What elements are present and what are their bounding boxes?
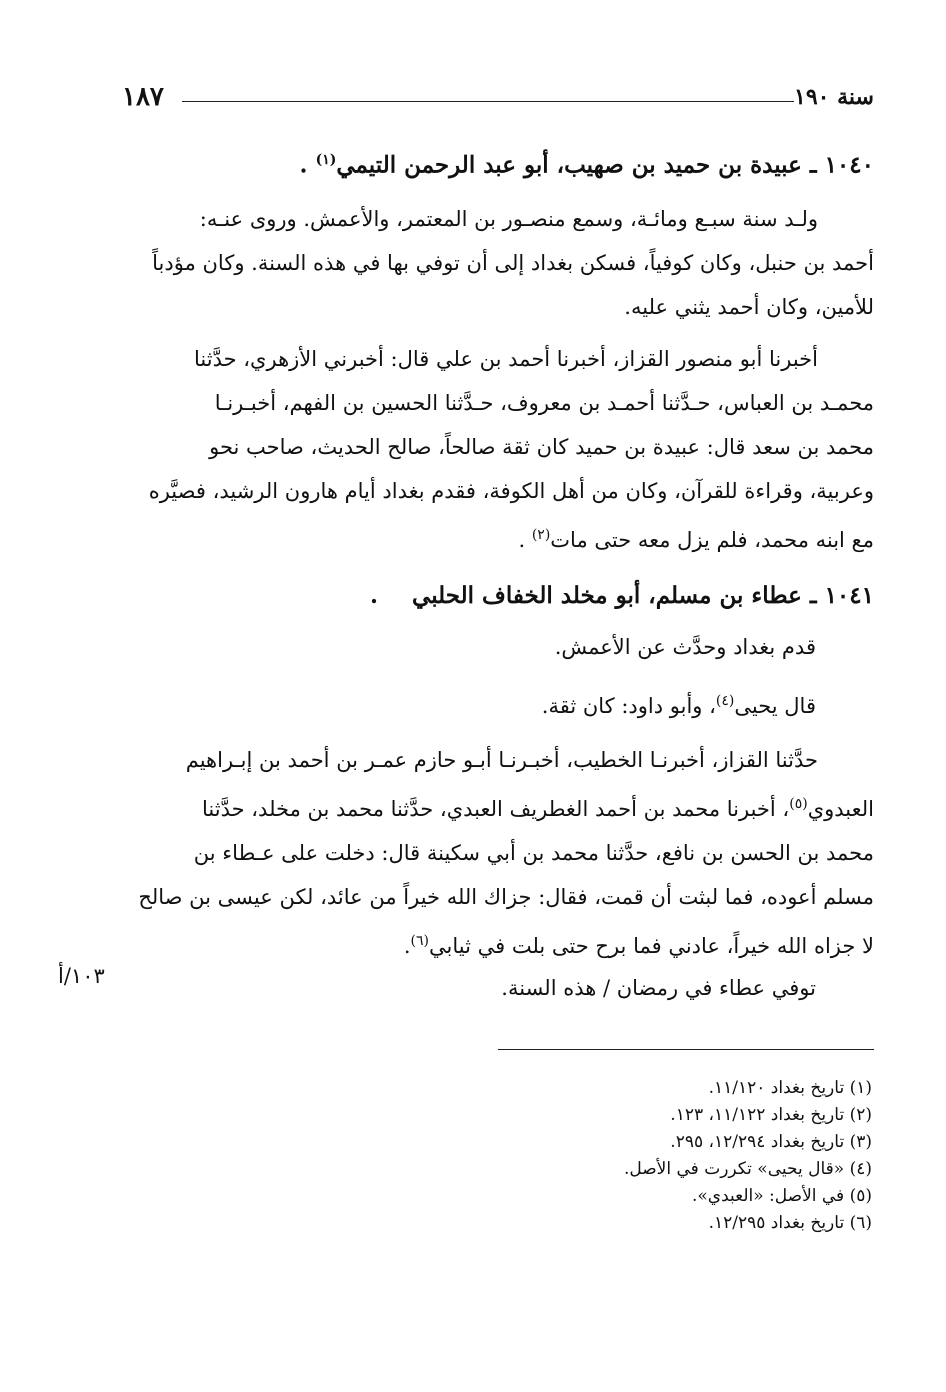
header-year: سنة ١٩٠ [794,84,874,110]
footnote: (٢) تاريخ بغداد ١١/١٢٢، ١٢٣. [670,1105,872,1125]
text-fragment: العبدوي [807,797,874,821]
entry-heading-text: ١٠٤٠ ـ عبيدة بن حميد بن صهيب، أبو عبد الرحمن التيمي [336,151,874,179]
text-line: محمـد بن العباس، حـدَّثنا أحمـد بن معروف، حـدَّثنا الحسين بن الفهم، أخبـرنـا [214,391,874,415]
narration-paragraph [124,738,874,968]
text-fragment: ، أخبرنا محمد بن أحمد الغطريف العبدي، حدَّثنا محمد بن مخلد، حدَّثنا [202,797,790,821]
footnote-ref: (٦) [410,933,429,949]
manuscript-folio-note: ١٠٣/أ [58,964,105,988]
entry-heading-1040 [94,140,874,186]
text-line: مسلم أعوده، فما لبثت أن قمت، فقال: جزاك الله خيراً من عائد، لكن عيسى بن صالح [138,885,874,909]
text-line: ولـد سنة سبـع ومائـة، وسمع منصـور بن المعتمر، والأعمش. وروى عنـه: [199,207,818,231]
text-line: للأمين، وكان أحمد يثني عليه. [624,295,874,319]
footnote: (٥) في الأصل: «العبدي». [691,1186,872,1206]
entry-heading-text: ١٠٤١ ـ عطاء بن مسلم، أبو مخلد الخفاف الحلبي [412,582,874,609]
page-number: ١٨٧ [122,82,164,112]
heading-end: . [299,151,308,179]
text-line: أحمد بن حنبل، وكان كوفياً، فسكن بغداد إلى أن توفي بها في هذه السنة. وكان مؤدباً [152,251,874,275]
text-line: وعربية، وقراءة للقرآن، وكان من أهل الكوفة، فقدم بغداد أيام هارون الرشيد، فصيَّره [148,479,874,503]
footnote: (٦) تاريخ بغداد ١٢/٢٩٥. [708,1213,872,1233]
footnote: (٣) تاريخ بغداد ١٢/٢٩٤، ٢٩٥. [670,1132,872,1152]
footnote: (٤) «قال يحيى» تكررت في الأصل. [623,1159,872,1179]
header-rule [182,101,794,102]
text-line [124,782,874,831]
text-line: توفي عطاء في رمضان / هذه السنة. [501,976,816,1000]
text-line [124,513,874,562]
text-line: محمد بن الحسن بن نافع، حدَّثنا محمد بن أبي سكينة قال: دخلت على عـطاء بن [193,841,874,865]
text-line [542,681,816,726]
footnote-ref: (٢) [531,527,551,543]
sentence-end: . [518,528,526,552]
running-header [122,84,874,118]
text-fragment: مع ابنه محمد، فلم يزل معه حتى مات [550,528,874,552]
text-line [124,919,874,968]
footnote-ref: (١) [315,152,337,168]
text-line: محمد بن سعد قال: عبيدة بن حميد كان ثقة صالحاً، صالح الحديث، صاحب نحو [209,435,874,459]
footnote-ref: (٤) [715,693,735,709]
entry-heading-1041 [94,576,874,616]
sentence-end: . [403,934,411,958]
text-line: قدم بغداد وحدَّث عن الأعمش. [554,635,816,659]
footnote: (١) تاريخ بغداد ١١/١٢٠. [708,1078,872,1098]
footnote-separator [498,1049,874,1050]
narration-paragraph [124,337,874,562]
biography-paragraph [124,197,874,329]
text-fragment: لا جزاه الله خيراً، عادني فما برح حتى بلت في ثيابي [429,934,874,958]
text-line: أخبرنا أبو منصور القزاز، أخبرنا أحمد بن علي قال: أخبرني الأزهري، حدَّثنا [194,347,818,371]
text-line: حدَّثنا القزاز، أخبرنـا الخطيب، أخبـرنـا أبـو حازم عمـر بن أحمد بن إبـراهيم [185,748,818,772]
footnotes [472,1075,872,1237]
heading-end: . [370,582,379,609]
text-fragment: قال يحيى [734,694,816,718]
footnote-ref: (٥) [789,796,808,812]
text-fragment: ، وأبو داود: كان ثقة. [541,694,716,718]
